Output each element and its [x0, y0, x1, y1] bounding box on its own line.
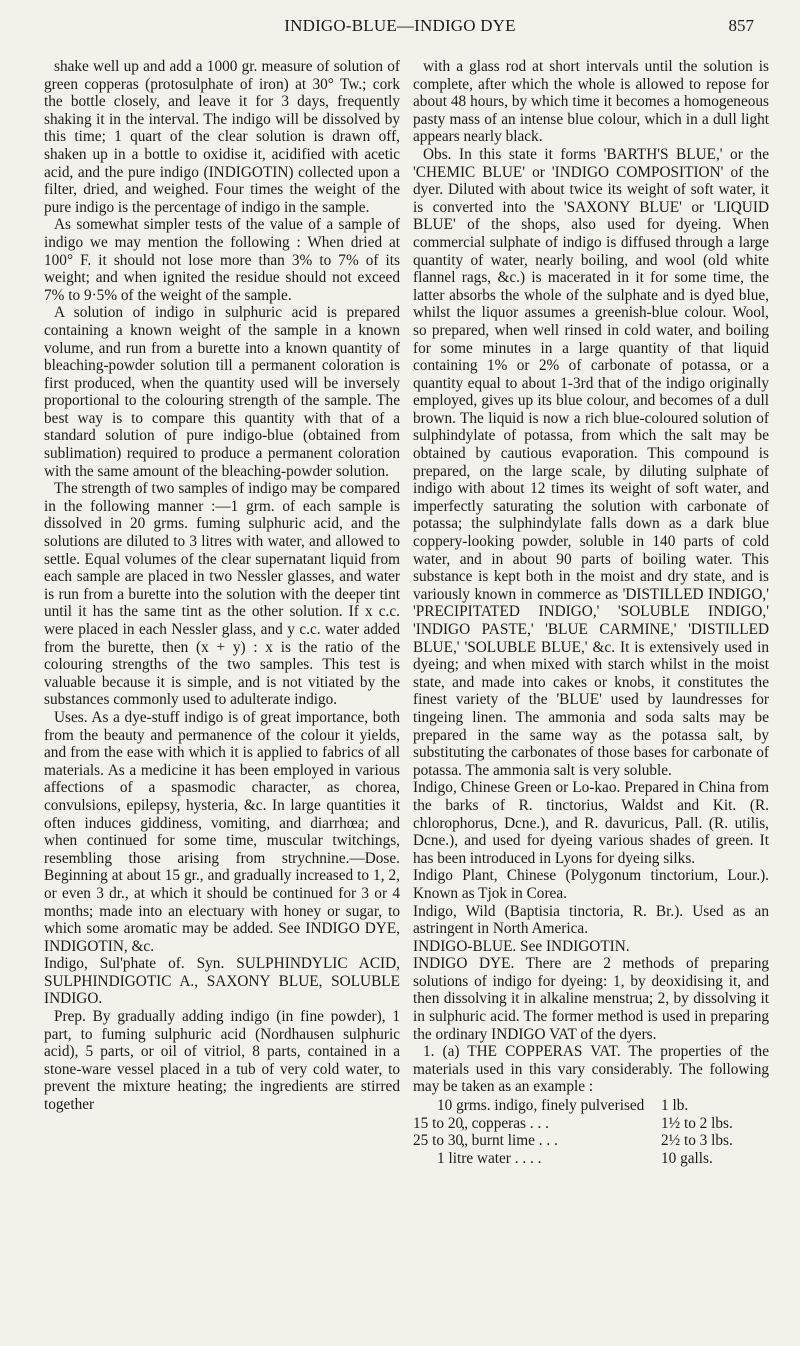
para-bleaching-test: A solution of indigo in sulphuric acid is prepared containing a known weight of the sample in a known volume, and run from a burette into a known quantity of bleaching-powder solution till a permanent coloration is first produced, when the quantity used will be inversely proportional to the colouring strength of the sample. The best way is to compare this quantity with that of a standard solution of pure indigo-blue (obtained from sublimation) required to produce a permanent coloration with the same amount of the bleaching-powder solution.: [44, 304, 400, 480]
recipe-item: 10 grms. indigo, finely pulverised: [437, 1097, 645, 1115]
left-column: [44, 58, 400, 1334]
para-obs: Obs. In this state it forms 'BARTH'S BLUE,' or the 'CHEMIC BLUE' or 'INDIGO COMPOSITION' of the dyer. Diluted with about twice its weight of soft water, it is converted into the 'SAXONY BLUE' or 'LIQUID BLUE' of the shops, also used for dyeing. When commercial sulphate of indigo is diffused through a large quantity of water, nearly boiling, and wool (old white flannel rags, &c.) is macerated in it for some time, the latter absorbs the whole of the sulphate and is dyed blue, whilst the liquor assumes a greenish-blue colour. Wool, so prepared, when well rinsed in cold water, and boiling for some minutes in a large quantity of that liquid containing 1% or 2% of carbonate of potassa, or a quantity equal to about 1-3rd that of the indigo originally employed, gives up its blue colour, and becomes of a dull brown. The liquid is now a rich blue-coloured solution of sulphindylate of potassa, from which the salt may be obtained by cautious evaporation. This compound is prepared, on the large scale, by diluting sulphate of indigo with about 12 times its weight of soft water, and imperfectly saturating the solution with carbonate of potassa; the sulphindylate falls down as a dark blue coppery-looking powder, soluble in 140 parts of cold water, and in about 90 parts of boiling water. This substance is kept both in the moist and dry state, and is variously known in commerce as 'DISTILLED INDIGO,' 'PRECIPITATED INDIGO,' 'SOLUBLE INDIGO,' 'INDIGO PASTE,' 'BLUE CARMINE,' 'DISTILLED BLUE,' 'SOLUBLE BLUE,' &c. It is extensively used in dyeing; and when mixed with starch whilst in the moist state, and made into cakes or knobs, it constitutes the finest variety of the 'BLUE' used by laundresses for tingeing linen. The ammonia and soda salts may be prepared in the same way as the potassa salt, by substituting the carbonates of those bases for carbonate of potassa. The ammonia salt is very soluble.: [413, 145, 769, 779]
right-column: [413, 58, 769, 1334]
para-prep: Prep. By gradually adding indigo (in fine powder), 1 part, to fuming sulphuric acid (Nordhausen sulphuric acid), 5 parts, or oil of vitriol, 8 parts, contained in a stone-ware vessel placed in a tub of very cold water, to prevent the mixture heating; the ingredients are stirred together: [44, 1008, 400, 1114]
running-head: [0, 16, 800, 40]
recipe-row: [413, 1150, 769, 1168]
entry-indigo-plant: Indigo Plant, Chinese (Polygonum tinctorium, Lour.). Known as Tjok in Corea.: [413, 867, 769, 902]
recipe-item: 1 litre water . . . .: [437, 1149, 542, 1167]
recipe-row: [413, 1132, 769, 1150]
para-continuation: with a glass rod at short intervals until the solution is complete, after which the whole is allowed to repose for about 48 hours, by which time it becomes a homogeneous pasty mass of an intense blue colour, which in a dull light appears nearly black.: [413, 58, 769, 146]
para-copperas-vat: 1. (a) THE COPPERAS VAT. The properties of the materials used in this vary considerably. The following may be taken as an example :: [413, 1043, 769, 1096]
recipe-alt-qty: 1 lb.: [661, 1097, 689, 1115]
page-number: 857: [728, 16, 754, 35]
para-copperas-test: shake well up and add a 1000 gr. measure of solution of green copperas (protosulphate of iron) at 30° Tw.; cork the bottle closely, and leave it for 3 days, frequently shaking it in the interval. The indigo will be dissolved by this time; 1 quart of the clear solution is drawn off, shaken up in a bottle to oxidise it, acidified with acetic acid, and the pure indigo (INDIGOTIN) collected upon a filter, dried, and weighed. Four times the weight of the pure indigo is the percentage of indigo in the sample.: [44, 58, 400, 216]
recipe-item: „ copperas . . .: [461, 1114, 549, 1132]
para-simpler-tests: As somewhat simpler tests of the value of a sample of indigo we may mention the following : When dried at 100° F. it should not lose more than 3% to 7% of its weight; and when ignited the residue should not exceed 7% to 9·5% of the weight of the sample.: [44, 216, 400, 304]
recipe-alt-qty: 10 galls.: [661, 1149, 713, 1167]
entry-chinese-green: Indigo, Chinese Green or Lo-kao. Prepared in China from the barks of R. tinctorius, Waldst and Kit. (R. chlorophorus, Dcne.), and R. davuricus, Pall. (R. utilis, Dcne.), and used for dyeing various shades of green. It has been introduced in Lyons for dyeing silks.: [413, 779, 769, 867]
entry-indigo-sulphate: Indigo, Sul'phate of. Syn. SULPHINDYLIC ACID, SULPHINDIGOTIC A., SAXONY BLUE, SOLUBLE INDIGO.: [44, 955, 400, 1008]
recipe-alt-qty: 1½ to 2 lbs.: [661, 1114, 733, 1132]
recipe-qty: 15 to 20: [413, 1114, 464, 1132]
recipe-table: [413, 1097, 769, 1167]
entry-indigo-blue: INDIGO-BLUE. See INDIGOTIN.: [413, 937, 630, 955]
recipe-row: [413, 1097, 769, 1115]
recipe-row: [413, 1115, 769, 1133]
page-title: INDIGO-BLUE—INDIGO DYE: [284, 16, 516, 35]
para-uses: Uses. As a dye-stuff indigo is of great importance, both from the beauty and permanence of the colour it yields, and from the ease with which it is applied to fabrics of all materials. As a medicine it has been employed in various affections of a spasmodic character, as chorea, convulsions, epilepsy, hysteria, &c. In large quantities it often induces giddiness, vomiting, and diarrhœa; and when continued for some time, muscular twitchings, resembling those arising from strychnine.—Dose. Beginning at about 15 gr., and gradually increased to 1, 2, or even 3 dr., at which it should be continued for 3 or 4 months; made into an electuary with honey or sugar, to which some aromatic may be added. See INDIGO DYE, INDIGOTIN, &c.: [44, 708, 400, 955]
para-nessler-test: The strength of two samples of indigo may be compared in the following manner :—1 grm. of each sample is dissolved in 20 grms. fuming sulphuric acid, and the solutions are diluted to 3 litres with water, and allowed to settle. Equal volumes of the clear supernatant liquid from each sample are placed in two Nessler glasses, and water is run from a burette into the solution with the deeper tint until it has the same tint as the other solution. If x c.c. were placed in each Nessler glass, and y c.c. water added from the burette, then (x + y) : x is the ratio of the colouring strengths of the two samples. This test is valuable because it is simple, and is not vitiated by the substances commonly used to adulterate indigo.: [44, 480, 400, 709]
entry-wild-indigo: Indigo, Wild (Baptisia tinctoria, R. Br.). Used as an astringent in North America.: [413, 902, 769, 938]
recipe-alt-qty: 2½ to 3 lbs.: [661, 1132, 733, 1150]
entry-indigo-dye: INDIGO DYE. There are 2 methods of preparing solutions of indigo for dyeing: 1, by deoxidising it, and then dissolving it in alkaline menstrua; 2, by dissolving it in sulphuric acid. The former method is used in preparing the ordinary INDIGO VAT of the dyers.: [413, 955, 769, 1043]
recipe-qty: 25 to 30: [413, 1132, 464, 1150]
recipe-item: „ burnt lime . . .: [461, 1132, 558, 1150]
